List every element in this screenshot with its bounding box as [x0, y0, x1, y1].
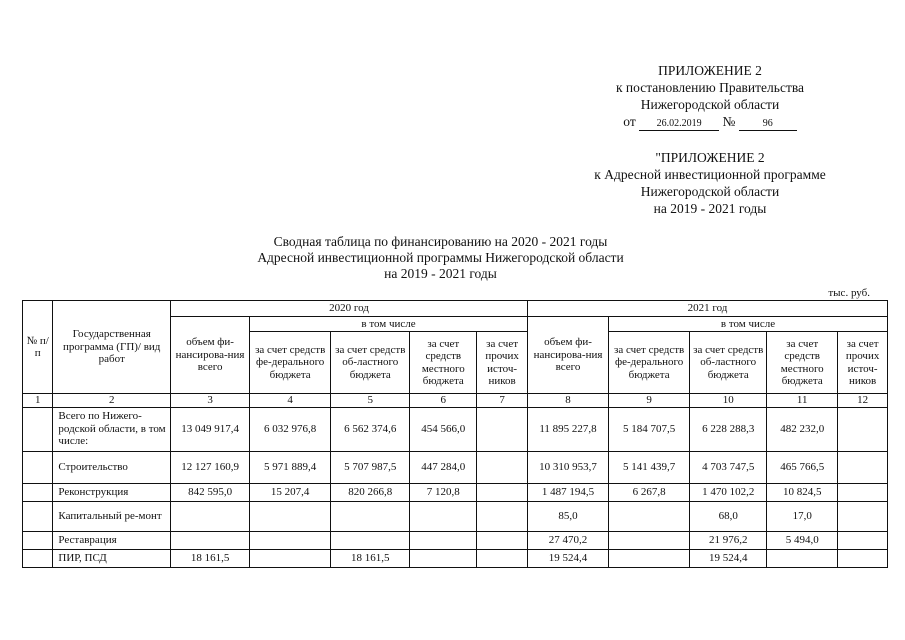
table-cell: [477, 501, 528, 531]
table-row: [23, 483, 888, 501]
column-number: 7: [477, 394, 528, 408]
table-cell: [838, 451, 888, 483]
incl-header-2020: в том числе: [250, 317, 528, 332]
year-2020-header: 2020 год: [171, 301, 528, 317]
table-cell: 6 267,8: [609, 483, 690, 501]
table-cell: 10 824,5: [767, 483, 838, 501]
appendix2-header: [560, 149, 860, 217]
table-cell: [609, 549, 690, 567]
table-cell: 5 494,0: [767, 531, 838, 549]
table-row: [23, 451, 888, 483]
table-cell: [410, 501, 477, 531]
table-cell: [838, 549, 888, 567]
table-cell: [250, 549, 331, 567]
appendix-title: ПРИЛОЖЕНИЕ 2: [658, 63, 762, 78]
table-cell: 6 562 374,6: [331, 407, 410, 451]
appendix-date-line: [580, 113, 840, 131]
table-cell: [609, 501, 690, 531]
table-cell: [838, 501, 888, 531]
other-header-2021: за счет прочих источ-ников: [838, 332, 888, 394]
table-cell: 13 049 917,4: [171, 407, 250, 451]
table-cell: 1 487 194,5: [527, 483, 608, 501]
table-cell: [410, 549, 477, 567]
table-cell: [23, 501, 53, 531]
row-name-cell: Капитальный ре-монт: [53, 501, 171, 531]
table-cell: 5 971 889,4: [250, 451, 331, 483]
table-cell: [23, 483, 53, 501]
table-cell: [477, 451, 528, 483]
total-header-2021: объем фи-нансирова-ния всего: [527, 317, 608, 394]
table-cell: 85,0: [527, 501, 608, 531]
title-line: Адресной инвестиционной программы Нижегородской области: [257, 250, 624, 265]
table-cell: 10 310 953,7: [527, 451, 608, 483]
incl-header-2021: в том числе: [609, 317, 888, 332]
table-cell: [838, 483, 888, 501]
title-line: Сводная таблица по финансированию на 2020 - 2021 годы: [273, 234, 608, 249]
column-number: 11: [767, 394, 838, 408]
table-cell: [410, 531, 477, 549]
column-number: 6: [410, 394, 477, 408]
federal-header-2020: за счет средств фе-дерального бюджета: [250, 332, 331, 394]
total-header-2020: объем фи-нансирова-ния всего: [171, 317, 250, 394]
table-cell: 27 470,2: [527, 531, 608, 549]
table-cell: [477, 407, 528, 451]
appendix2-line: на 2019 - 2021 годы: [653, 201, 767, 216]
column-number: 9: [609, 394, 690, 408]
regional-header-2020: за счет средств об-ластного бюджета: [331, 332, 410, 394]
row-name-cell: Всего по Нижего-родской области, в том числе:: [53, 407, 171, 451]
table-row: [23, 549, 888, 567]
appendix-header: [580, 62, 840, 131]
table-cell: 7 120,8: [410, 483, 477, 501]
from-label: от: [623, 114, 636, 129]
local-header-2020: за счет средств местного бюджета: [410, 332, 477, 394]
appendix2-line: к Адресной инвестиционной программе: [594, 167, 826, 182]
local-header-2021: за счет средств местного бюджета: [767, 332, 838, 394]
table-cell: 68,0: [690, 501, 767, 531]
table-cell: 482 232,0: [767, 407, 838, 451]
number-label: №: [722, 114, 736, 129]
table-cell: 17,0: [767, 501, 838, 531]
column-number-row: [23, 394, 888, 408]
table-cell: 447 284,0: [410, 451, 477, 483]
table-cell: 11 895 227,8: [527, 407, 608, 451]
table-cell: [171, 501, 250, 531]
appendix-line: Нижегородской области: [640, 97, 780, 112]
col-program-header: Государственная программа (ГП)/ вид работ: [53, 301, 171, 394]
table-cell: 19 524,4: [690, 549, 767, 567]
table-cell: 6 228 288,3: [690, 407, 767, 451]
title-line: на 2019 - 2021 годы: [384, 266, 497, 281]
decree-number: 96: [739, 117, 797, 131]
row-name-cell: Реставрация: [53, 531, 171, 549]
table-cell: 18 161,5: [331, 549, 410, 567]
table-cell: [23, 531, 53, 549]
appendix2-line: Нижегородской области: [640, 184, 780, 199]
table-cell: [23, 407, 53, 451]
table-cell: [609, 531, 690, 549]
table-cell: [331, 501, 410, 531]
appendix2-title: "ПРИЛОЖЕНИЕ 2: [655, 150, 765, 165]
row-name-cell: ПИР, ПСД: [53, 549, 171, 567]
column-number: 10: [690, 394, 767, 408]
table-cell: [23, 451, 53, 483]
table-cell: 1 470 102,2: [690, 483, 767, 501]
column-number: 3: [171, 394, 250, 408]
table-cell: 18 161,5: [171, 549, 250, 567]
column-number: 8: [527, 394, 608, 408]
decree-date: 26.02.2019: [639, 117, 719, 131]
table-row: [23, 531, 888, 549]
table-cell: 5 141 439,7: [609, 451, 690, 483]
table-cell: [477, 531, 528, 549]
table-body: [23, 407, 888, 567]
column-number: 2: [53, 394, 171, 408]
unit-label: тыс. руб.: [828, 287, 870, 299]
table-cell: 842 595,0: [171, 483, 250, 501]
table-cell: 5 184 707,5: [609, 407, 690, 451]
table-cell: [250, 531, 331, 549]
table-cell: 15 207,4: [250, 483, 331, 501]
table-cell: [331, 531, 410, 549]
year-2021-header: 2021 год: [527, 301, 887, 317]
table-cell: 454 566,0: [410, 407, 477, 451]
federal-header-2021: за счет средств фе-дерального бюджета: [609, 332, 690, 394]
col-num-header: № п/п: [23, 301, 53, 394]
table-cell: 12 127 160,9: [171, 451, 250, 483]
table-cell: [838, 407, 888, 451]
table-cell: 465 766,5: [767, 451, 838, 483]
table-cell: [767, 549, 838, 567]
table-cell: 820 266,8: [331, 483, 410, 501]
table-cell: 21 976,2: [690, 531, 767, 549]
appendix-line: к постановлению Правительства: [615, 80, 805, 95]
row-name-cell: Строительство: [53, 451, 171, 483]
other-header-2020: за счет прочих источ-ников: [477, 332, 528, 394]
regional-header-2021: за счет средств об-ластного бюджета: [690, 332, 767, 394]
table-cell: 4 703 747,5: [690, 451, 767, 483]
column-number: 1: [23, 394, 53, 408]
financing-table: [22, 300, 888, 568]
table-cell: [477, 549, 528, 567]
row-name-cell: Реконструкция: [53, 483, 171, 501]
table-row: [23, 501, 888, 531]
table-cell: [23, 549, 53, 567]
table-cell: 5 707 987,5: [331, 451, 410, 483]
table-cell: 19 524,4: [527, 549, 608, 567]
column-number: 12: [838, 394, 888, 408]
column-number: 4: [250, 394, 331, 408]
table-row: [23, 407, 888, 451]
column-number: 5: [331, 394, 410, 408]
table-cell: [171, 531, 250, 549]
table-title: [0, 234, 893, 282]
table-cell: [250, 501, 331, 531]
table-cell: [477, 483, 528, 501]
table-cell: 6 032 976,8: [250, 407, 331, 451]
table-cell: [838, 531, 888, 549]
